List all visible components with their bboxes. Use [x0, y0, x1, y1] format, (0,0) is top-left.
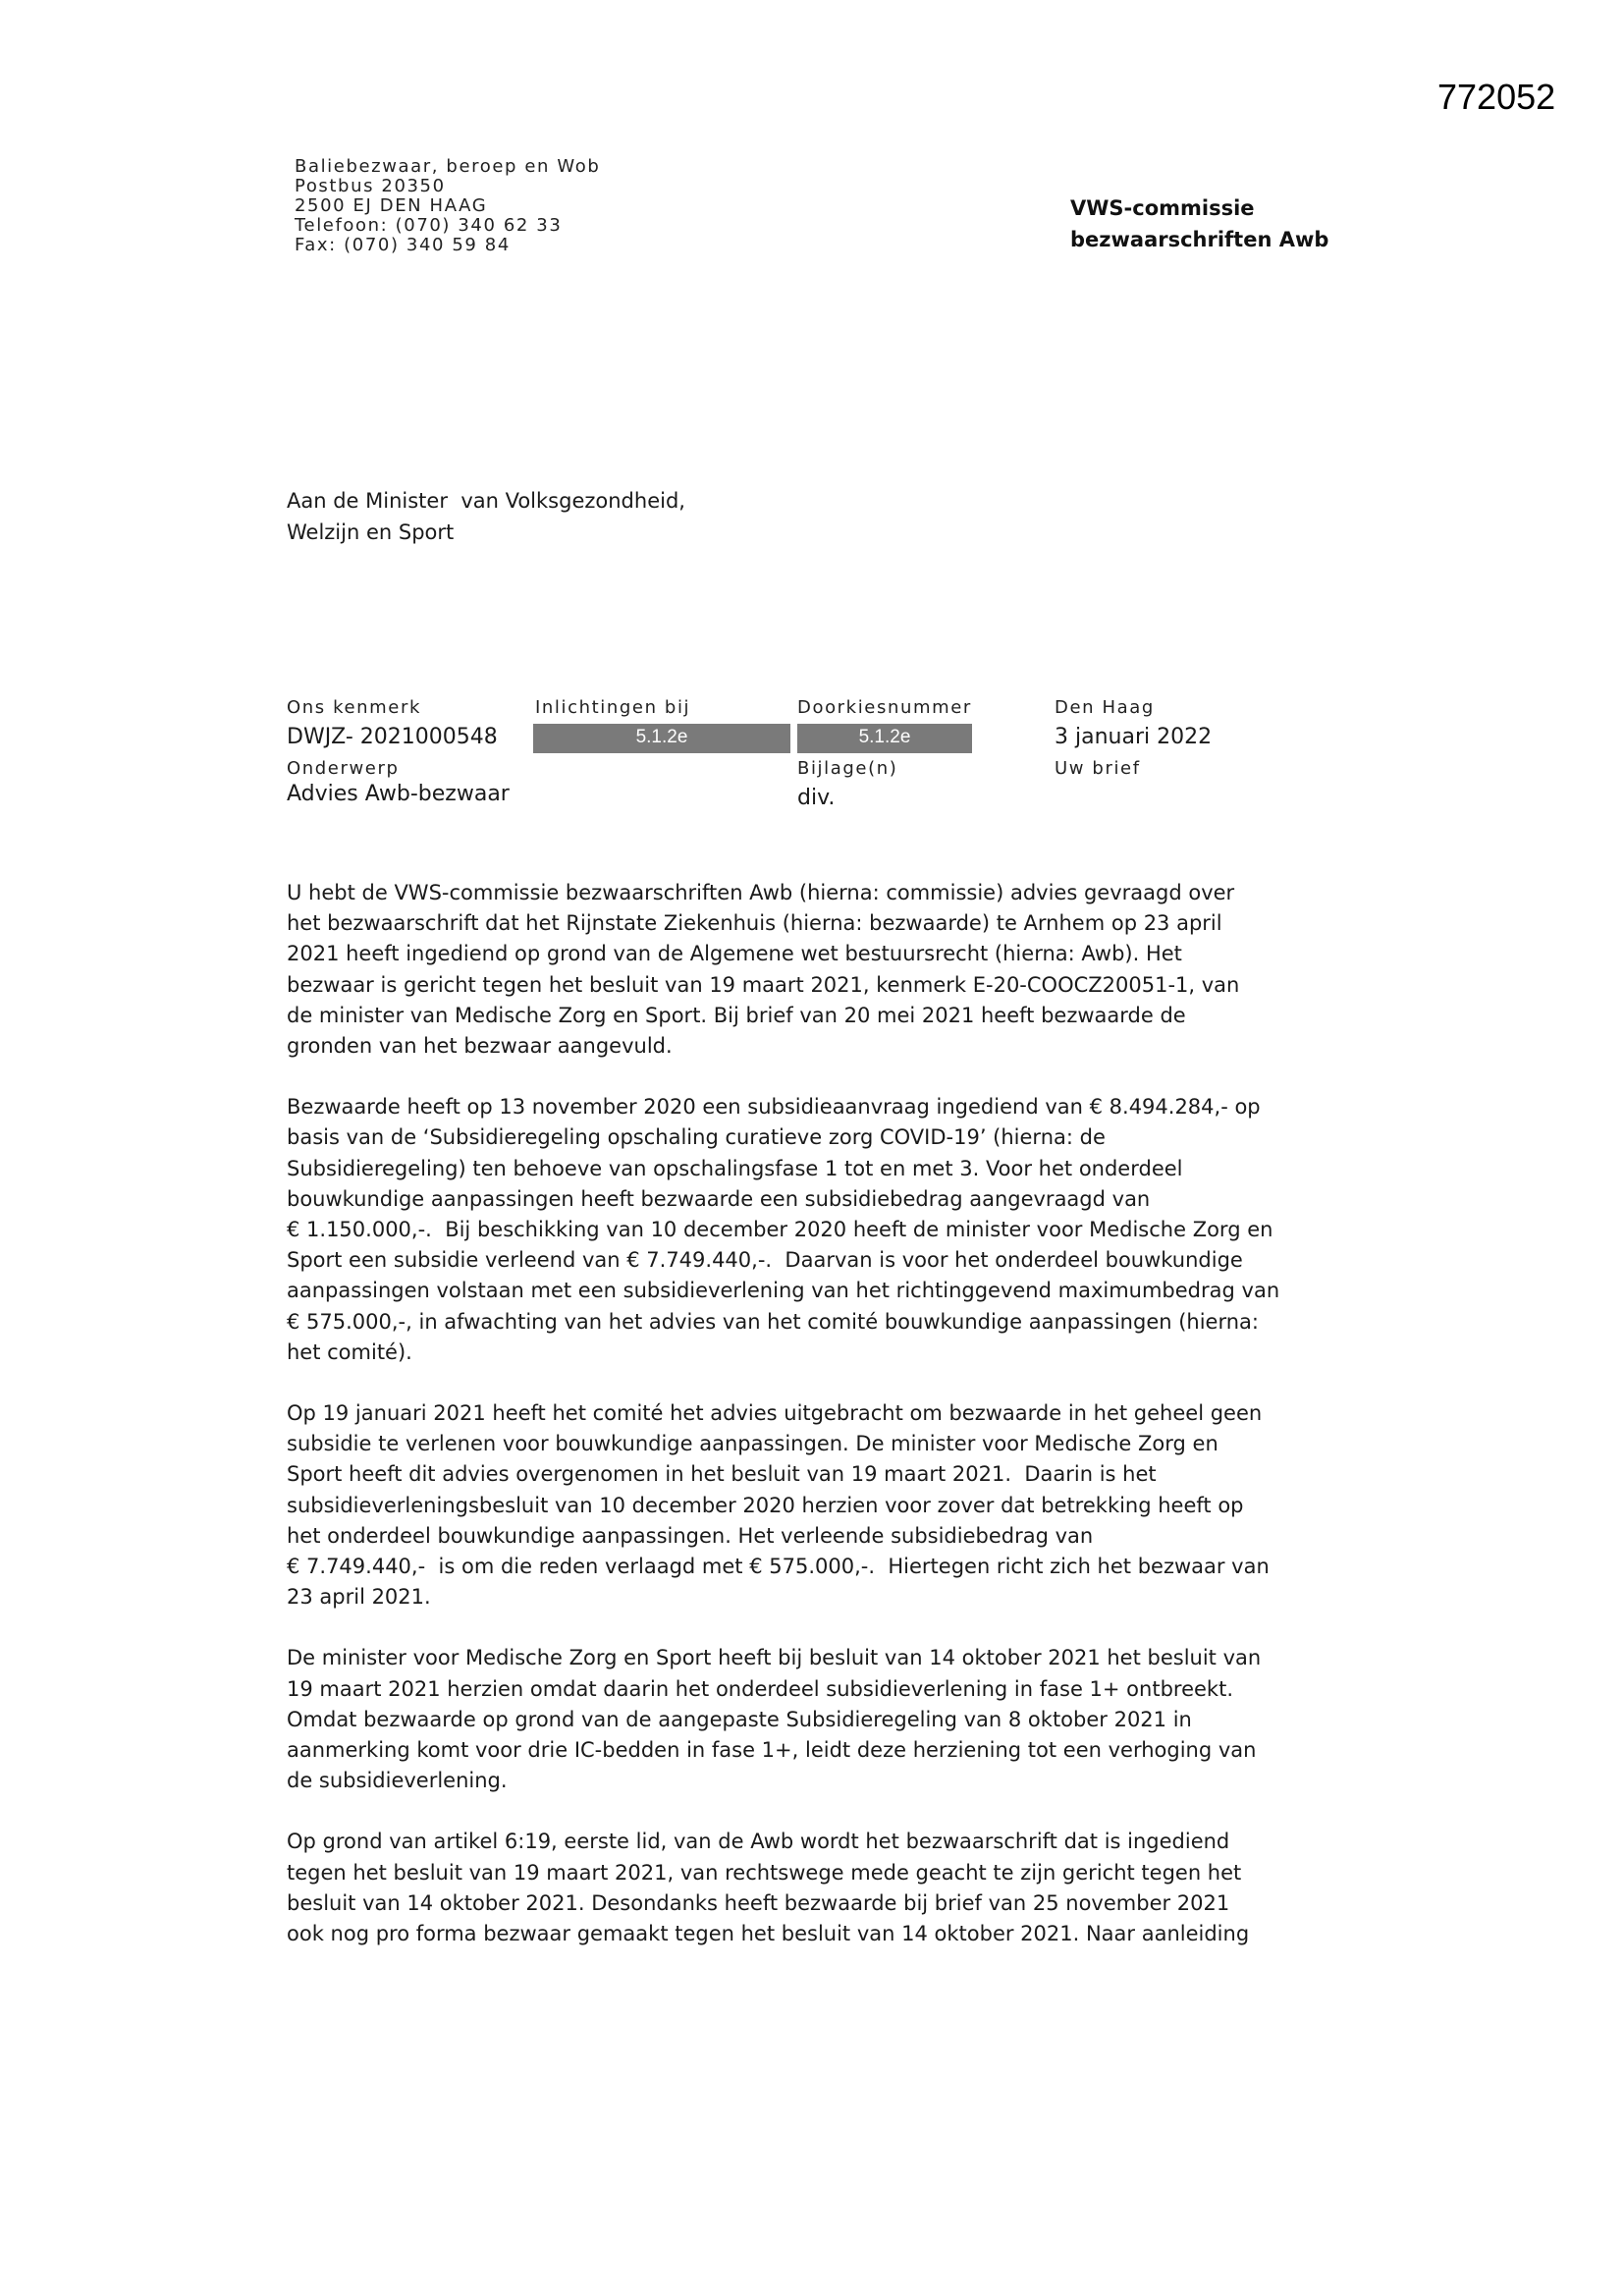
paragraph-line: besluit van 14 oktober 2021. Desondanks heeft bezwaarde bij brief van 25 november 2021	[287, 1890, 1230, 1915]
paragraph-line: Sport heeft dit advies overgenomen in het besluit van 19 maart 2021. Daarin is het	[287, 1462, 1157, 1487]
paragraph-line: tegen het besluit van 19 maart 2021, van rechtswege mede geacht te zijn gericht tegen het	[287, 1860, 1242, 1885]
bijlage-label: Bijlage(n)	[797, 758, 898, 779]
recipient-address	[287, 485, 685, 548]
inlichtingen-redacted: 5.1.2e	[533, 724, 790, 753]
sender-line: Baliebezwaar, beroep en Wob	[295, 156, 601, 177]
paragraph	[287, 878, 1327, 1062]
paragraph	[287, 1092, 1327, 1368]
paragraph-line: bouwkundige aanpassingen heeft bezwaarde een subsidiebedrag aangevraagd van	[287, 1186, 1151, 1211]
ons-kenmerk-label: Ons kenmerk	[287, 697, 421, 718]
paragraph-line: aanpassingen volstaan met een subsidieverlening van het richtinggevend maximumbedrag van	[287, 1279, 1280, 1303]
ons-kenmerk-value: DWJZ- 2021000548	[287, 725, 498, 749]
paragraph-line: bezwaar is gericht tegen het besluit van 19 maart 2021, kenmerk E-20-COOCZ20051-1, van	[287, 972, 1240, 997]
sender-line: 2500 EJ DEN HAAG	[295, 195, 488, 216]
document-number: 772052	[1437, 77, 1556, 117]
doorkiesnummer-label: Doorkiesnummer	[797, 697, 972, 718]
place-label: Den Haag	[1055, 697, 1155, 718]
paragraph	[287, 1827, 1327, 1949]
onderwerp-label: Onderwerp	[287, 758, 400, 779]
letter-body	[287, 878, 1327, 1980]
paragraph-line: basis van de ‘Subsidieregeling opschaling curatieve zorg COVID-19’ (hierna: de	[287, 1125, 1106, 1150]
paragraph-line: De minister voor Medische Zorg en Sport heeft bij besluit van 14 oktober 2021 het besluit van	[287, 1646, 1262, 1670]
paragraph-line: 19 maart 2021 herzien omdat daarin het onderdeel subsidieverlening in fase 1+ ontbreekt.	[287, 1676, 1233, 1701]
paragraph-line: Op grond van artikel 6:19, eerste lid, van de Awb wordt het bezwaarschrift dat is ingediend	[287, 1830, 1230, 1854]
paragraph-line: subsidie te verlenen voor bouwkundige aanpassingen. De minister voor Medische Zorg en	[287, 1432, 1218, 1456]
sender-line: Postbus 20350	[295, 176, 446, 196]
uw-brief-label: Uw brief	[1055, 758, 1141, 779]
paragraph-line: Subsidieregeling) ten behoeve van opschalingsfase 1 tot en met 3. Voor het onderdeel	[287, 1156, 1183, 1180]
paragraph-line: Sport een subsidie verleend van € 7.749.440,-. Daarvan is voor het onderdeel bouwkundige	[287, 1248, 1243, 1273]
paragraph-line: Omdat bezwaarde op grond van de aangepaste Subsidieregeling van 8 oktober 2021 in	[287, 1707, 1192, 1731]
inlichtingen-label: Inlichtingen bij	[535, 697, 691, 718]
paragraph-line: € 575.000,-, in afwachting van het advies van het comité bouwkundige aanpassingen (hierna:	[287, 1309, 1259, 1334]
paragraph-line: U hebt de VWS-commissie bezwaarschriften Awb (hierna: commissie) advies gevraagd over	[287, 881, 1235, 904]
paragraph-line: € 1.150.000,-. Bij beschikking van 10 december 2020 heeft de minister voor Medische Zorg en	[287, 1218, 1273, 1242]
paragraph-line: ook nog pro forma bezwaar gemaakt tegen het besluit van 14 oktober 2021. Naar aanleiding	[287, 1922, 1250, 1946]
sender-line: Fax: (070) 340 59 84	[295, 235, 511, 255]
paragraph-line: 23 april 2021.	[287, 1585, 431, 1610]
paragraph-line: het bezwaarschrift dat het Rijnstate Ziekenhuis (hierna: bezwaarde) te Arnhem op 23 april	[287, 911, 1222, 936]
onderwerp-value: Advies Awb-bezwaar	[287, 782, 510, 806]
paragraph-line: subsidieverleningsbesluit van 10 december 2020 herzien voor zover dat betrekking heeft op	[287, 1493, 1244, 1517]
paragraph-line: aanmerking komt voor drie IC-bedden in fase 1+, leidt deze herziening tot een verhoging van	[287, 1738, 1257, 1763]
paragraph	[287, 1643, 1327, 1796]
doorkiesnummer-redacted: 5.1.2e	[797, 724, 972, 753]
sender-line: Telefoon: (070) 340 62 33	[295, 215, 563, 236]
paragraph-line: 2021 heeft ingediend op grond van de Algemene wet bestuursrecht (hierna: Awb). Het	[287, 942, 1182, 966]
bijlage-value: div.	[797, 786, 836, 810]
paragraph-line: Op 19 januari 2021 heeft het comité het advies uitgebracht om bezwaarde in het geheel geen	[287, 1401, 1263, 1426]
paragraph-line: de subsidieverlening.	[287, 1769, 508, 1793]
recipient-line: Aan de Minister van Volksgezondheid,	[287, 489, 685, 513]
paragraph-line: Bezwaarde heeft op 13 november 2020 een subsidieaanvraag ingediend van € 8.494.284,- op	[287, 1095, 1261, 1120]
paragraph-line: € 7.749.440,- is om die reden verlaagd met € 575.000,-. Hiertegen richt zich het bezwaar van	[287, 1555, 1270, 1579]
letter-date: 3 januari 2022	[1055, 725, 1213, 749]
paragraph-line: de minister van Medische Zorg en Sport. Bij brief van 20 mei 2021 heeft bezwaarde de	[287, 1003, 1186, 1027]
paragraph	[287, 1398, 1327, 1613]
recipient-line: Welzijn en Sport	[287, 520, 455, 544]
committee-line: VWS-commissie	[1070, 196, 1255, 220]
sender-address	[295, 157, 600, 255]
committee-name	[1070, 192, 1328, 255]
paragraph-line: het onderdeel bouwkundige aanpassingen. Het verleende subsidiebedrag van	[287, 1523, 1094, 1548]
committee-line: bezwaarschriften Awb	[1070, 228, 1329, 251]
paragraph-line: gronden van het bezwaar aangevuld.	[287, 1034, 673, 1059]
paragraph-line: het comité).	[287, 1339, 412, 1364]
